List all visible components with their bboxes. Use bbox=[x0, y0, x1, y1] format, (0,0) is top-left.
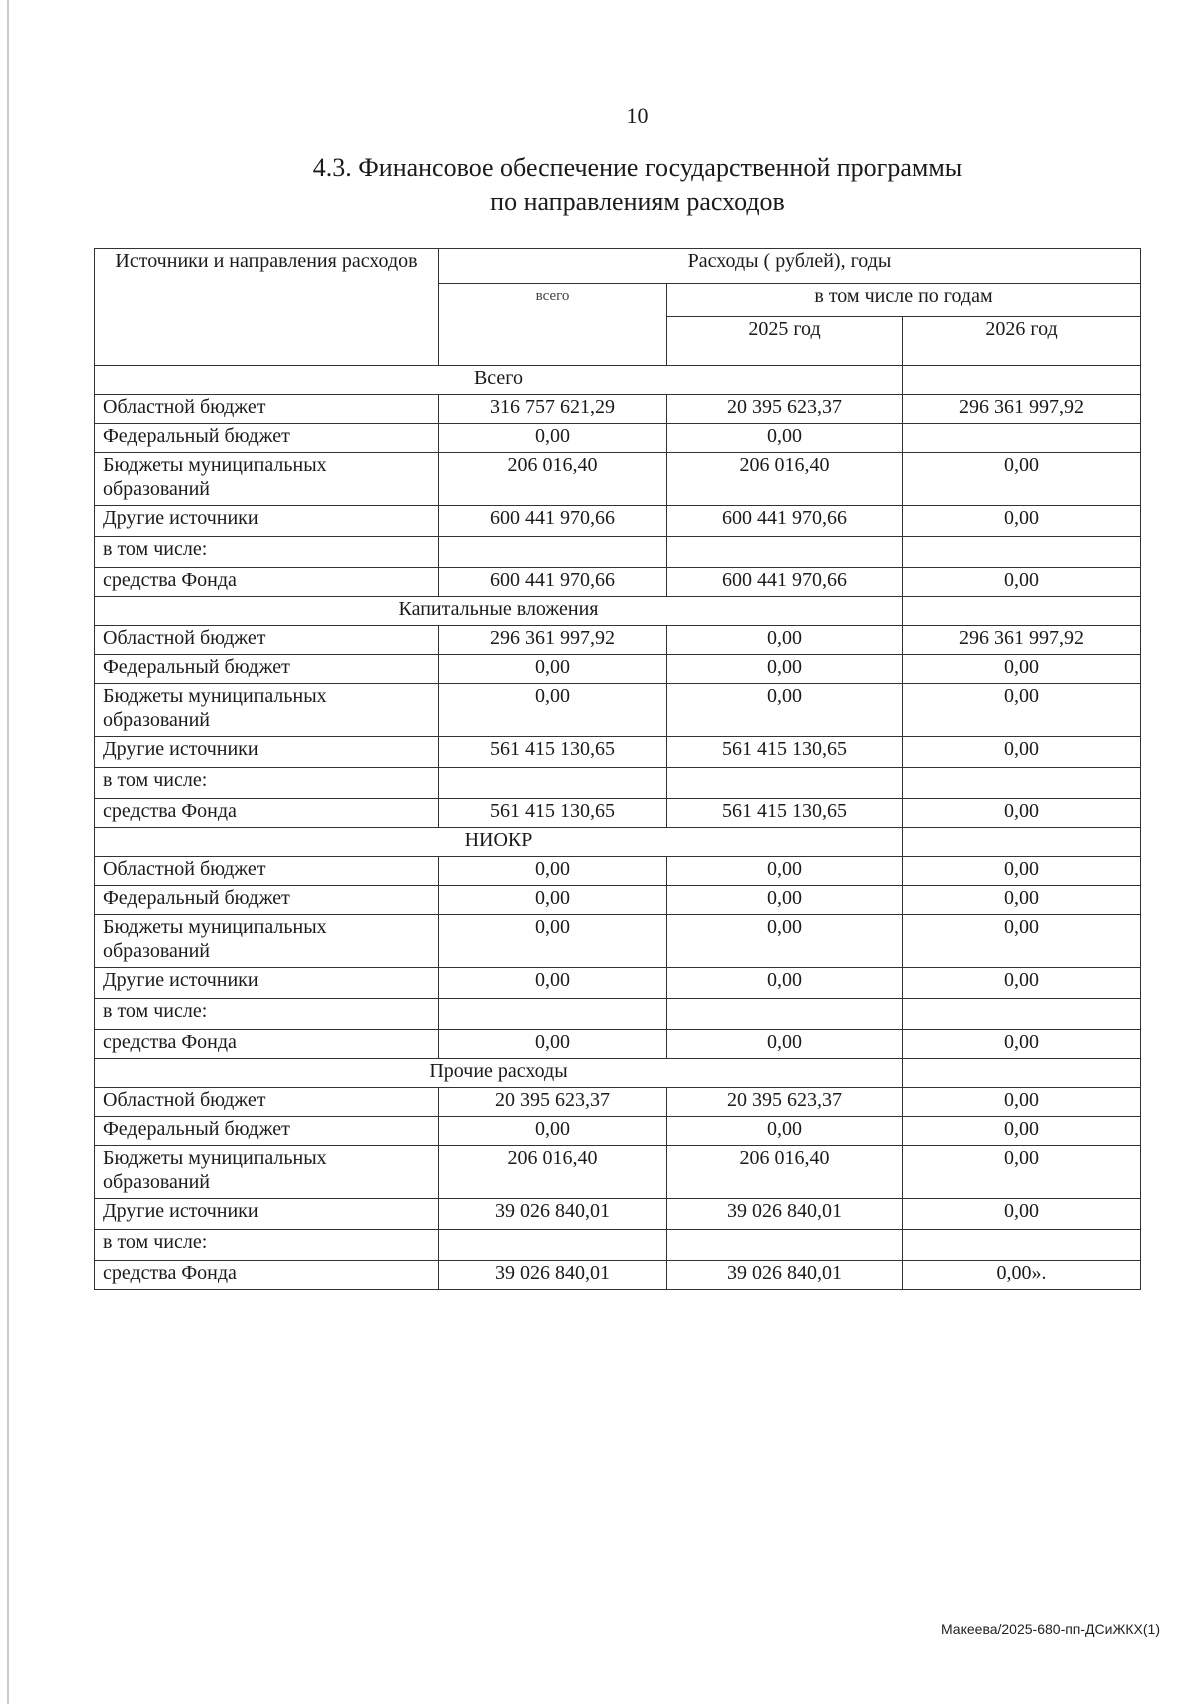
row-label: Федеральный бюджет bbox=[95, 424, 439, 453]
table-row bbox=[95, 626, 1141, 655]
cell-2025: 0,00 bbox=[667, 684, 903, 737]
header-row bbox=[95, 249, 1141, 284]
cell-total bbox=[439, 768, 667, 799]
row-label: Областной бюджет bbox=[95, 1088, 439, 1117]
cell-total: 39 026 840,01 bbox=[439, 1261, 667, 1290]
section-blank-cell bbox=[903, 828, 1141, 857]
page-number: 10 bbox=[626, 103, 649, 128]
cell-2025: 0,00 bbox=[667, 886, 903, 915]
cell-2026: 0,00 bbox=[903, 684, 1141, 737]
financing-table bbox=[94, 248, 1141, 1290]
row-label: Федеральный бюджет bbox=[95, 655, 439, 684]
cell-2025: 206 016,40 bbox=[667, 453, 903, 506]
table-row bbox=[95, 768, 1141, 799]
cell-total bbox=[439, 537, 667, 568]
cell-2025: 20 395 623,37 bbox=[667, 395, 903, 424]
table-row bbox=[95, 424, 1141, 453]
cell-2026 bbox=[903, 537, 1141, 568]
cell-total: 0,00 bbox=[439, 915, 667, 968]
table-row bbox=[95, 1146, 1141, 1199]
cell-total: 206 016,40 bbox=[439, 1146, 667, 1199]
cell-2026: 0,00 bbox=[903, 1199, 1141, 1230]
cell-total: 206 016,40 bbox=[439, 453, 667, 506]
header-year-2026: 2026 год bbox=[903, 317, 1141, 366]
row-label: Федеральный бюджет bbox=[95, 886, 439, 915]
cell-2026: 0,00 bbox=[903, 886, 1141, 915]
cell-2026: 0,00 bbox=[903, 568, 1141, 597]
section-title bbox=[0, 151, 1200, 219]
header-including: в том числе по годам bbox=[667, 284, 1141, 317]
cell-total: 296 361 997,92 bbox=[439, 626, 667, 655]
cell-2025: 20 395 623,37 bbox=[667, 1088, 903, 1117]
row-label: средства Фонда bbox=[95, 1261, 439, 1290]
cell-total: 561 415 130,65 bbox=[439, 737, 667, 768]
table-row bbox=[95, 737, 1141, 768]
row-label: в том числе: bbox=[95, 999, 439, 1030]
table-row bbox=[95, 968, 1141, 999]
cell-2026: 0,00». bbox=[903, 1261, 1141, 1290]
cell-2025 bbox=[667, 1230, 903, 1261]
cell-2026: 0,00 bbox=[903, 737, 1141, 768]
cell-2025 bbox=[667, 768, 903, 799]
section-title-cell: Всего bbox=[95, 366, 903, 395]
row-label: Областной бюджет bbox=[95, 395, 439, 424]
cell-total: 0,00 bbox=[439, 886, 667, 915]
cell-2025: 561 415 130,65 bbox=[667, 737, 903, 768]
cell-2026: 296 361 997,92 bbox=[903, 626, 1141, 655]
row-label: Бюджеты муниципальных образований bbox=[95, 453, 439, 506]
cell-2025 bbox=[667, 537, 903, 568]
section-blank-cell bbox=[903, 366, 1141, 395]
section-row-capital-investments bbox=[95, 597, 1141, 626]
table-row bbox=[95, 857, 1141, 886]
cell-2026: 0,00 bbox=[903, 506, 1141, 537]
section-title-cell: НИОКР bbox=[95, 828, 903, 857]
row-label: в том числе: bbox=[95, 1230, 439, 1261]
section-row-total bbox=[95, 366, 1141, 395]
row-label: Другие источники bbox=[95, 968, 439, 999]
header-sources: Источники и направления расходов bbox=[95, 249, 439, 366]
cell-total: 600 441 970,66 bbox=[439, 568, 667, 597]
section-blank-cell bbox=[903, 597, 1141, 626]
cell-2025: 39 026 840,01 bbox=[667, 1261, 903, 1290]
cell-2025: 600 441 970,66 bbox=[667, 506, 903, 537]
cell-2025: 0,00 bbox=[667, 968, 903, 999]
cell-total: 0,00 bbox=[439, 424, 667, 453]
cell-2025: 0,00 bbox=[667, 1117, 903, 1146]
section-title-line-2: по направлениям расходов bbox=[490, 187, 785, 216]
cell-total bbox=[439, 1230, 667, 1261]
cell-2025: 206 016,40 bbox=[667, 1146, 903, 1199]
table-row bbox=[95, 395, 1141, 424]
cell-2025: 0,00 bbox=[667, 655, 903, 684]
cell-2026: 0,00 bbox=[903, 1088, 1141, 1117]
cell-2026: 0,00 bbox=[903, 453, 1141, 506]
cell-2026 bbox=[903, 999, 1141, 1030]
table-row bbox=[95, 915, 1141, 968]
row-label: Областной бюджет bbox=[95, 626, 439, 655]
cell-2026: 0,00 bbox=[903, 1117, 1141, 1146]
section-blank-cell bbox=[903, 1059, 1141, 1088]
cell-2025: 0,00 bbox=[667, 1030, 903, 1059]
cell-2026: 0,00 bbox=[903, 857, 1141, 886]
row-label: Другие источники bbox=[95, 506, 439, 537]
table-row bbox=[95, 1117, 1141, 1146]
cell-total: 0,00 bbox=[439, 1117, 667, 1146]
cell-2026 bbox=[903, 1230, 1141, 1261]
cell-2025: 39 026 840,01 bbox=[667, 1199, 903, 1230]
table-row bbox=[95, 1088, 1141, 1117]
table-row bbox=[95, 886, 1141, 915]
row-label: Бюджеты муниципальных образований bbox=[95, 684, 439, 737]
section-title-cell: Капитальные вложения bbox=[95, 597, 903, 626]
page-edge-line bbox=[7, 0, 9, 1704]
table-row bbox=[95, 537, 1141, 568]
cell-total: 561 415 130,65 bbox=[439, 799, 667, 828]
row-label: средства Фонда bbox=[95, 799, 439, 828]
cell-total: 0,00 bbox=[439, 655, 667, 684]
table-row bbox=[95, 1199, 1141, 1230]
cell-2025: 0,00 bbox=[667, 857, 903, 886]
row-label: Бюджеты муниципальных образований bbox=[95, 915, 439, 968]
section-title-cell: Прочие расходы bbox=[95, 1059, 903, 1088]
table-row bbox=[95, 1261, 1141, 1290]
cell-total: 0,00 bbox=[439, 684, 667, 737]
table-row bbox=[95, 799, 1141, 828]
row-label: в том числе: bbox=[95, 768, 439, 799]
cell-2026: 0,00 bbox=[903, 1146, 1141, 1199]
row-label: Бюджеты муниципальных образований bbox=[95, 1146, 439, 1199]
header-expenses: Расходы ( рублей), годы bbox=[439, 249, 1141, 284]
header-year-2025: 2025 год bbox=[667, 317, 903, 366]
table-row bbox=[95, 1030, 1141, 1059]
row-label: Другие источники bbox=[95, 737, 439, 768]
section-row-other-expenses bbox=[95, 1059, 1141, 1088]
cell-total: 0,00 bbox=[439, 968, 667, 999]
document-code: Макеева/2025-680-пп-ДСиЖКХ(1) bbox=[940, 1621, 1160, 1637]
cell-2025 bbox=[667, 999, 903, 1030]
cell-total: 316 757 621,29 bbox=[439, 395, 667, 424]
table-row bbox=[95, 684, 1141, 737]
cell-total: 0,00 bbox=[439, 857, 667, 886]
cell-2025: 561 415 130,65 bbox=[667, 799, 903, 828]
row-label: Областной бюджет bbox=[95, 857, 439, 886]
cell-2026: 0,00 bbox=[903, 655, 1141, 684]
table-row bbox=[95, 999, 1141, 1030]
cell-2025: 0,00 bbox=[667, 424, 903, 453]
cell-2025: 0,00 bbox=[667, 915, 903, 968]
row-label: средства Фонда bbox=[95, 568, 439, 597]
section-row-rnd bbox=[95, 828, 1141, 857]
cell-2026 bbox=[903, 424, 1141, 453]
row-label: Другие источники bbox=[95, 1199, 439, 1230]
cell-2025: 0,00 bbox=[667, 626, 903, 655]
cell-total: 20 395 623,37 bbox=[439, 1088, 667, 1117]
section-title-line-1: 4.3. Финансовое обеспечение государственной программы bbox=[312, 153, 963, 182]
table-body bbox=[95, 366, 1141, 1290]
table-row bbox=[95, 655, 1141, 684]
header-total: всего bbox=[439, 284, 667, 366]
cell-2026: 0,00 bbox=[903, 915, 1141, 968]
cell-total bbox=[439, 999, 667, 1030]
cell-2026: 0,00 bbox=[903, 799, 1141, 828]
cell-2026: 296 361 997,92 bbox=[903, 395, 1141, 424]
cell-2025: 600 441 970,66 bbox=[667, 568, 903, 597]
row-label: средства Фонда bbox=[95, 1030, 439, 1059]
cell-2026: 0,00 bbox=[903, 968, 1141, 999]
cell-total: 600 441 970,66 bbox=[439, 506, 667, 537]
table-row bbox=[95, 1230, 1141, 1261]
cell-2026 bbox=[903, 768, 1141, 799]
row-label: Федеральный бюджет bbox=[95, 1117, 439, 1146]
table-row bbox=[95, 453, 1141, 506]
cell-total: 39 026 840,01 bbox=[439, 1199, 667, 1230]
cell-total: 0,00 bbox=[439, 1030, 667, 1059]
row-label: в том числе: bbox=[95, 537, 439, 568]
cell-2026: 0,00 bbox=[903, 1030, 1141, 1059]
table-row bbox=[95, 568, 1141, 597]
table-row bbox=[95, 506, 1141, 537]
